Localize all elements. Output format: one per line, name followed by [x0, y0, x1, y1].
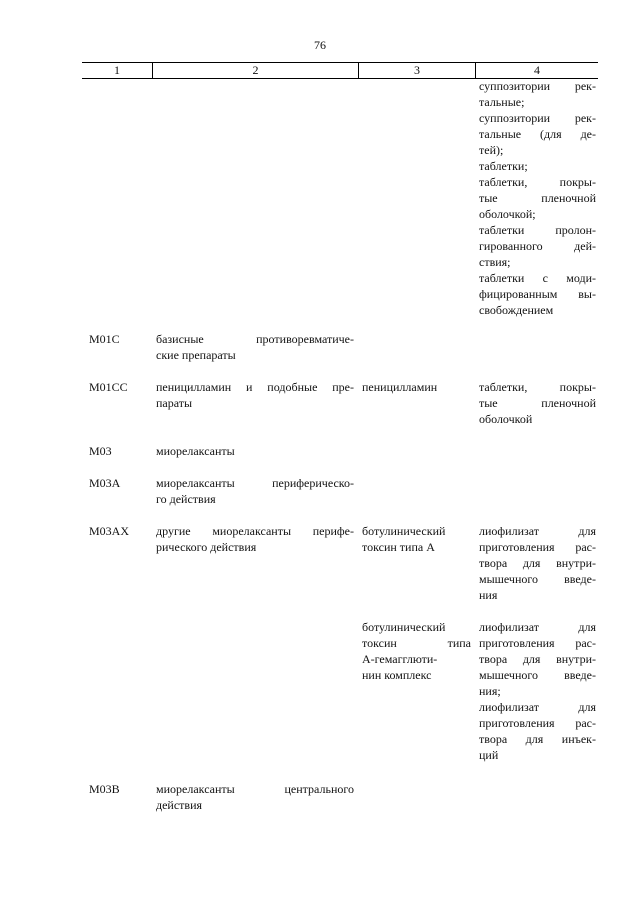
text-line: токсин типа А [362, 540, 435, 554]
text-line: пеницилламин и подобные пре- [156, 380, 354, 394]
text-line: таблетки пролон- [479, 223, 596, 237]
atc-group-name [152, 331, 358, 363]
table-row-m03a [82, 475, 598, 507]
text-line: твора для внутри- [479, 652, 596, 666]
table-header [82, 62, 598, 79]
header-col-3: 3 [358, 63, 475, 78]
atc-group-name [152, 523, 358, 603]
text-line: лиофилизат для [479, 700, 596, 714]
text-line: лиофилизат для [479, 620, 596, 634]
text-line: тые пленочной [479, 191, 596, 205]
header-col-4: 4 [475, 63, 598, 78]
text-line: таблетки, покры- [479, 380, 596, 394]
drug-name [358, 523, 475, 603]
dosage-forms-cell [475, 619, 598, 763]
table-row-m03ax [82, 523, 598, 603]
text-line: ствия; [479, 255, 511, 269]
text-line: мышечного введе- [479, 668, 596, 682]
dosage-forms-cell [475, 523, 598, 603]
text-line: ские препараты [156, 348, 236, 362]
text-line: тальные; [479, 95, 525, 109]
table-row-m03 [82, 443, 598, 459]
atc-group-name [152, 781, 358, 813]
dosage-forms-cell [475, 78, 598, 318]
text-line: нин комплекс [362, 668, 432, 682]
atc-code: M03A [89, 476, 121, 490]
header-col-1: 1 [114, 63, 120, 77]
text-line: твора для инъек- [479, 732, 596, 746]
text-line: миорелаксанты [156, 444, 235, 458]
table-row-m03b [82, 781, 598, 813]
table-row-m01c [82, 331, 598, 363]
text-line: гированного дей- [479, 239, 596, 253]
atc-code: M01C [89, 332, 120, 346]
atc-code: M03B [89, 782, 120, 796]
text-line: ботулинический [362, 524, 446, 538]
atc-group-name [152, 475, 358, 507]
text-line: го действия [156, 492, 216, 506]
text-line: тальные (для де- [479, 127, 596, 141]
text-line: свобождением [479, 303, 554, 317]
dosage-forms-cell [475, 379, 598, 427]
text-line: пеницилламин [362, 380, 438, 394]
text-line: ций [479, 748, 499, 762]
text-line: твора для внутри- [479, 556, 596, 570]
text-line: ния [479, 588, 498, 602]
text-line: оболочкой; [479, 207, 536, 221]
atc-code: M03 [89, 444, 112, 458]
text-line: фицированным вы- [479, 287, 596, 301]
text-line: таблетки с моди- [479, 271, 596, 285]
text-line: ния; [479, 684, 501, 698]
text-line: ботулинический [362, 620, 446, 634]
text-line: таблетки, покры- [479, 175, 596, 189]
text-line: таблетки; [479, 159, 528, 173]
text-line: приготовления рас- [479, 716, 596, 730]
text-line: приготовления рас- [479, 540, 596, 554]
atc-code: M01CC [89, 380, 128, 394]
text-line: А-гемагглюти- [362, 652, 438, 666]
text-line: лиофилизат для [479, 524, 596, 538]
text-line: токсин типа [362, 636, 471, 650]
text-line: приготовления рас- [479, 636, 596, 650]
table-row-continued [82, 78, 598, 318]
text-line: тей); [479, 143, 504, 157]
text-line: мышечного введе- [479, 572, 596, 586]
text-line: параты [156, 396, 193, 410]
drug-name [358, 379, 475, 427]
text-line: миорелаксанты центрального [156, 782, 354, 796]
text-line: миорелаксанты периферическо- [156, 476, 354, 490]
text-line: базисные противоревматиче- [156, 332, 354, 346]
atc-group-name [152, 379, 358, 427]
text-line: действия [156, 798, 203, 812]
header-col-2: 2 [152, 63, 358, 78]
text-line: суппозитории рек- [479, 79, 596, 93]
text-line: рического действия [156, 540, 257, 554]
table-row-m03ax-2 [82, 619, 598, 763]
atc-code: M03AX [89, 524, 130, 538]
text-line: оболочкой [479, 412, 533, 426]
text-line: суппозитории рек- [479, 111, 596, 125]
text-line: другие миорелаксанты перифе- [156, 524, 354, 538]
table-row-m01cc [82, 379, 598, 427]
atc-group-name [152, 443, 358, 459]
page-number: 76 [314, 38, 326, 52]
text-line: тые пленочной [479, 396, 596, 410]
drug-name [358, 619, 475, 763]
